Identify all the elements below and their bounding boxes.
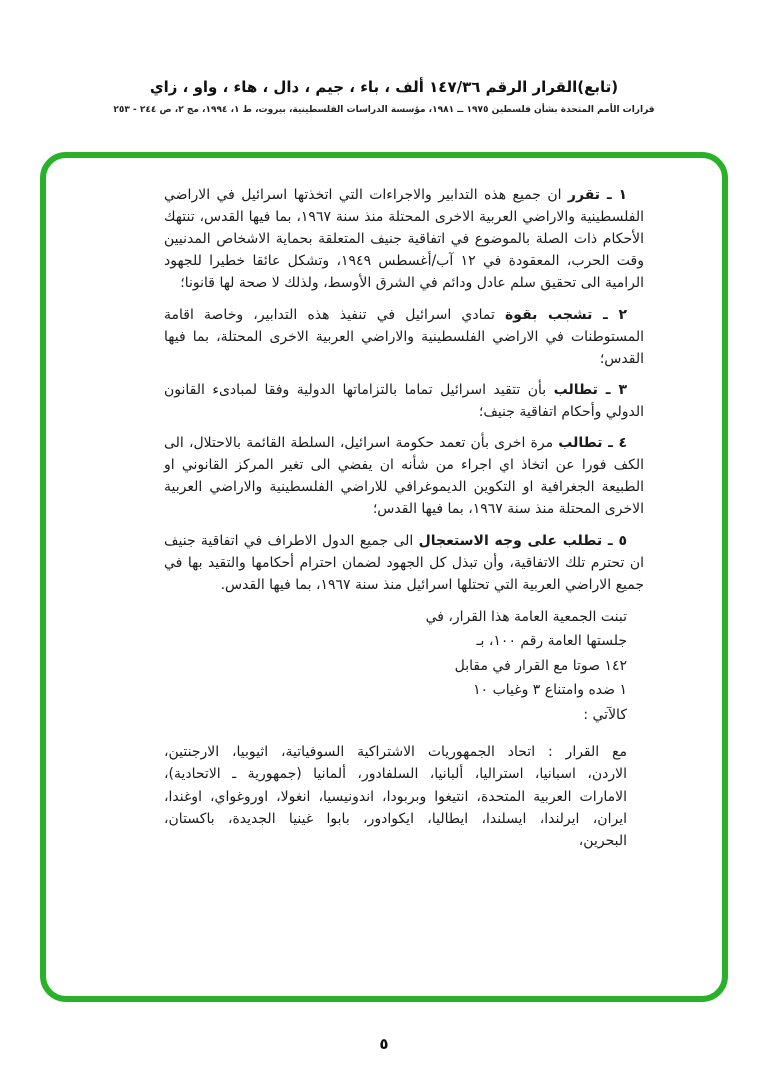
source-citation: قرارات الأمم المتحدة بشأن فلسطين ١٩٧٥ ــ ١٩٨١، مؤسسة الدراسات الفلسطينية، بيروت، ط ١، ١٩٩٤، مج ٢، ص ٢٤٤ - ٢٥٣ xyxy=(113,105,655,115)
vote-line: ١ ضده وامتناع ٣ وغياب ١٠ xyxy=(473,682,627,699)
resolution-body xyxy=(164,184,644,852)
vote-for-label: مع القرار : xyxy=(547,744,627,761)
resolution-paragraph: ٥ ـ تطلب على وجه الاستعجال الى جميع الدول الاطراف في اتفاقية جنيف ان تحترم تلك الاتفاقية، وأن تبذل كل الجهود لضمان احترام أحكامها والتقيد بها في جميع الاراضي العربية التي تحتلها اسرائيل منذ سنة ١٩٦٧، بما فيها القدس. xyxy=(164,532,644,593)
vote-for-list xyxy=(164,741,644,852)
resolution-paragraph: ١ ـ تقرر ان جميع هذه التدابير والاجراءات التي اتخذتها اسرائيل في الاراضي الفلسطينية والاراضي العربية الاخرى المحتلة منذ سنة ١٩٦٧، بما فيها القدس، تنتهك الأحكام ذات الصلة بالموضوع في اتفاقية جنيف المتعلقة بحماية الاشخاص المدنيين وقت الحرب، المعقودة في ١٢ آب/أغسطس ١٩٤٩، وتشكل عائقا خطيرا للجهود الرامية الى تحقيق سلم عادل ودائم في الشرق الأوسط، ولذلك لا صحة لها قانونا؛ xyxy=(164,187,644,292)
vote-summary xyxy=(164,605,644,728)
resolution-paragraph: ٣ ـ تطالب بأن تتقيد اسرائيل تماما بالتزاماتها الدولية وفقا لمبادىء القانون الدولي وأحكام اتفاقية جنيف؛ xyxy=(164,381,644,420)
vote-line: جلستها العامة رقم ١٠٠، بـ xyxy=(476,633,627,650)
document-header xyxy=(0,78,768,115)
green-border-frame xyxy=(40,152,728,1002)
resolution-paragraph: ٢ ـ تشجب بقوة تمادي اسرائيل في تنفيذ هذه التدابير، وخاصة اقامة المستوطنات في الاراضي الفلسطينية والاراضي العربية الاخرى المحتلة، بما فيها القدس؛ xyxy=(164,306,644,367)
vote-for-countries: اتحاد الجمهوريات الاشتراكية السوفياتية، اثيوبيا، الارجنتين، الاردن، اسبانيا، استراليا، ألبانيا، السلفادور، ألمانيا (جمهورية ـ الاتحادية)، الامارات العربية المتحدة، انتيغوا وبربودا، اندونيسيا، انغولا، اوروغواي، اوغندا، ايران، ايرلندا، ايسلندا، ايطاليا، ايكوادور، بابوا غينيا الجديدة، باكستان، البحرين، xyxy=(164,744,627,849)
paragraph-lead: ١ ـ تقرر xyxy=(567,187,628,203)
paragraph-lead: ٤ ـ تطالب xyxy=(558,435,627,452)
paragraph-lead: ٥ ـ تطلب على وجه الاستعجال xyxy=(418,532,627,549)
resolution-paragraph: ٤ ـ تطالب مرة اخرى بأن تعمد حكومة اسرائيل، السلطة القائمة بالاحتلال، الى الكف فورا عن اتخاذ اي اجراء من شأنه ان يفضي الى تغير المركز القانوني او الطبيعة الجغرافية او التكوين الديموغرافي للاراضي الفلسطينية والاراضي العربية الاخرى المحتلة منذ سنة ١٩٦٧، بما فيها القدس؛ xyxy=(164,435,644,518)
vote-line: تبنت الجمعية العامة هذا القرار، في xyxy=(425,608,627,625)
paragraph-lead: ٢ ـ تشجب بقوة xyxy=(505,306,627,323)
vote-line: ١٤٢ صوتا مع القرار في مقابل xyxy=(454,657,627,674)
paragraph-lead: ٣ ـ تطالب xyxy=(553,381,627,398)
page-number: ٥ xyxy=(379,1035,389,1053)
resolution-title: (تابع)القرار الرقم ١٤٧/٣٦ ألف ، باء ، جيم ، دال ، هاء ، واو ، زاي xyxy=(149,78,619,96)
vote-line: كالآتي : xyxy=(583,706,627,723)
